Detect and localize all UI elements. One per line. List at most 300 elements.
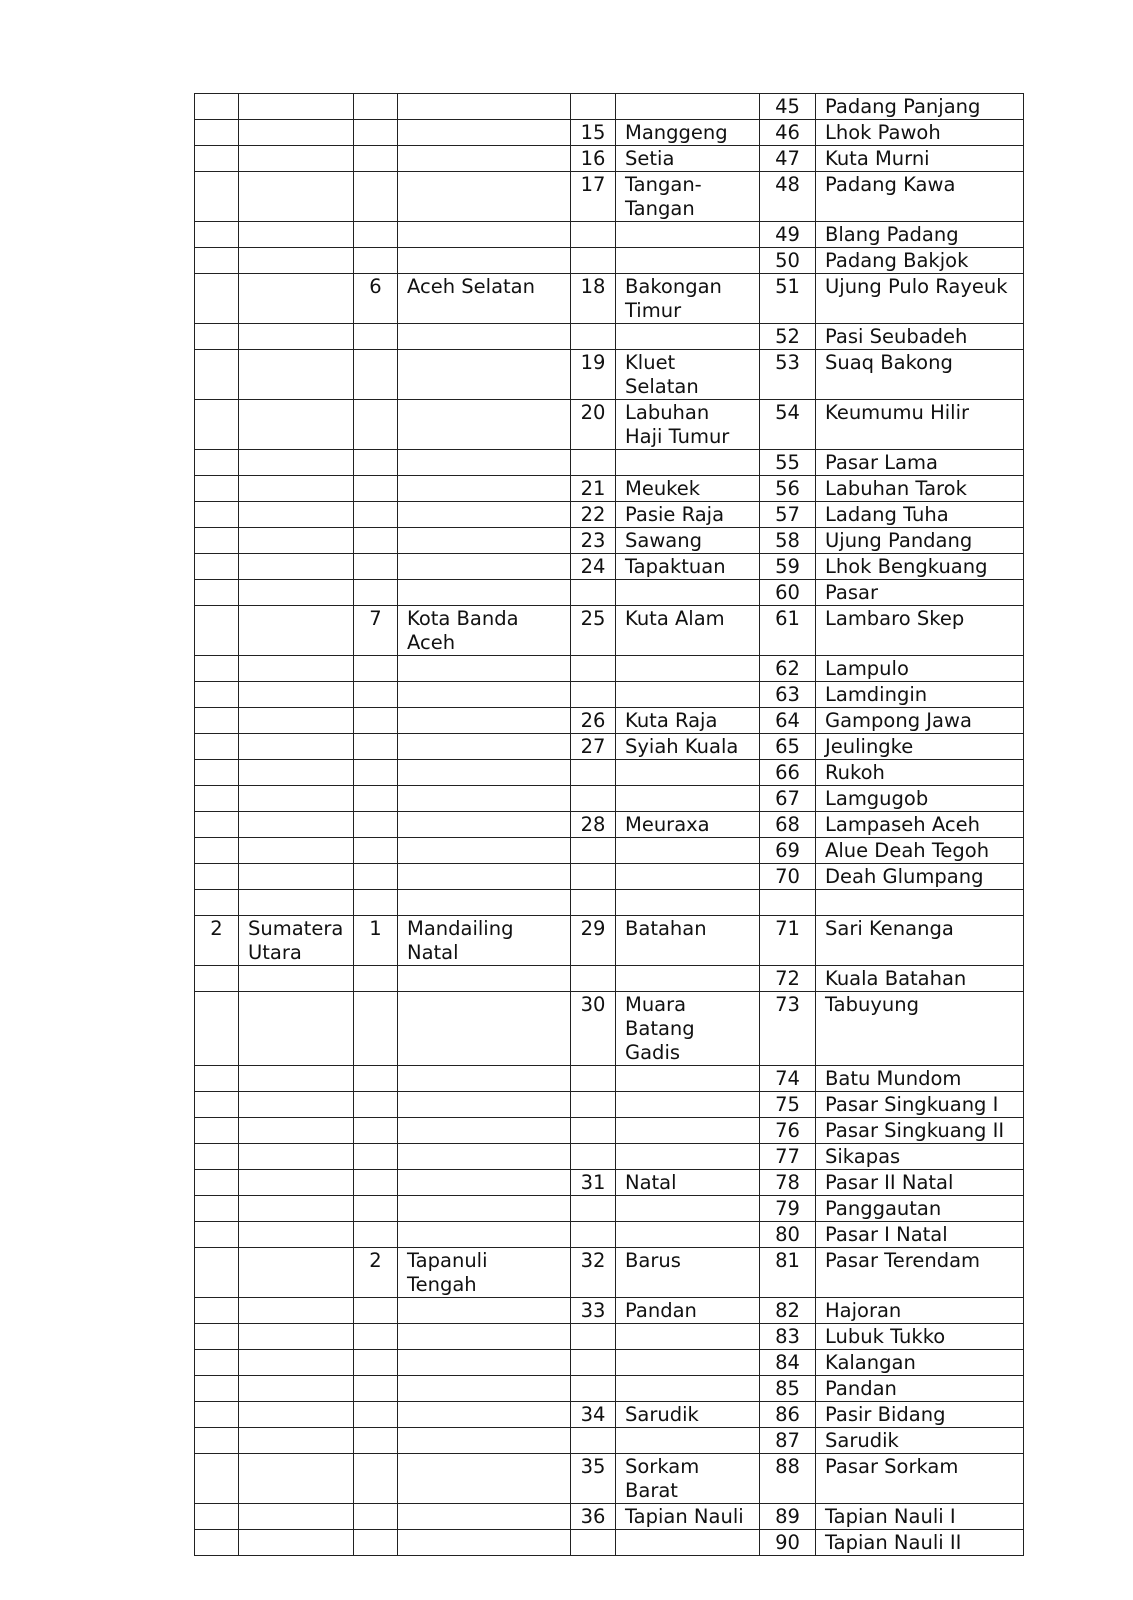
regency-name-cell xyxy=(398,248,571,274)
regency-name-cell xyxy=(398,1170,571,1196)
district-name-cell xyxy=(616,966,760,992)
province-no-cell xyxy=(195,812,239,838)
province-name-cell xyxy=(239,656,354,682)
district-no-cell xyxy=(571,1066,616,1092)
table-row xyxy=(195,172,1024,222)
village-name-cell: Gampong Jawa xyxy=(816,708,1024,734)
village-name-cell: Batu Mundom xyxy=(816,1066,1024,1092)
regency-name-cell xyxy=(398,966,571,992)
regency-name-cell xyxy=(398,1376,571,1402)
table-row xyxy=(195,222,1024,248)
district-no-cell xyxy=(571,864,616,890)
province-no-cell xyxy=(195,606,239,656)
district-no-cell xyxy=(571,450,616,476)
district-no-cell: 35 xyxy=(571,1454,616,1504)
village-no-cell: 85 xyxy=(760,1376,816,1402)
village-no-cell: 45 xyxy=(760,94,816,120)
regency-name-cell xyxy=(398,1066,571,1092)
regency-name-cell xyxy=(398,1092,571,1118)
table-row xyxy=(195,1376,1024,1402)
province-no-cell xyxy=(195,966,239,992)
table-row xyxy=(195,476,1024,502)
regency-name-cell xyxy=(398,450,571,476)
district-name-cell: Batahan xyxy=(616,916,760,966)
district-name-cell: Bakongan Timur xyxy=(616,274,760,324)
district-name-cell xyxy=(616,1428,760,1454)
village-name-cell: Deah Glumpang xyxy=(816,864,1024,890)
province-name-cell xyxy=(239,734,354,760)
regency-no-cell xyxy=(354,760,398,786)
regency-no-cell: 7 xyxy=(354,606,398,656)
district-no-cell: 22 xyxy=(571,502,616,528)
village-no-cell: 64 xyxy=(760,708,816,734)
province-no-cell xyxy=(195,1298,239,1324)
regency-no-cell xyxy=(354,1144,398,1170)
village-no-cell: 61 xyxy=(760,606,816,656)
village-no-cell: 63 xyxy=(760,682,816,708)
district-no-cell xyxy=(571,656,616,682)
province-no-cell xyxy=(195,324,239,350)
village-no-cell: 62 xyxy=(760,656,816,682)
province-name-cell xyxy=(239,450,354,476)
province-no-cell xyxy=(195,1144,239,1170)
table-row xyxy=(195,94,1024,120)
village-no-cell: 70 xyxy=(760,864,816,890)
province-no-cell xyxy=(195,682,239,708)
regency-name-cell xyxy=(398,476,571,502)
regency-no-cell xyxy=(354,786,398,812)
district-no-cell: 27 xyxy=(571,734,616,760)
table-row xyxy=(195,350,1024,400)
district-name-cell xyxy=(616,890,760,916)
district-no-cell: 21 xyxy=(571,476,616,502)
province-name-cell xyxy=(239,580,354,606)
district-name-cell: Pandan xyxy=(616,1298,760,1324)
district-name-cell: Tapaktuan xyxy=(616,554,760,580)
regency-name-cell xyxy=(398,400,571,450)
regency-name-cell: Aceh Selatan xyxy=(398,274,571,324)
district-no-cell: 29 xyxy=(571,916,616,966)
regency-no-cell xyxy=(354,734,398,760)
province-no-cell xyxy=(195,1504,239,1530)
district-no-cell: 18 xyxy=(571,274,616,324)
province-no-cell xyxy=(195,1428,239,1454)
village-name-cell: Panggautan xyxy=(816,1196,1024,1222)
village-name-cell: Hajoran xyxy=(816,1298,1024,1324)
province-name-cell xyxy=(239,1066,354,1092)
province-name-cell xyxy=(239,760,354,786)
district-name-cell: Manggeng xyxy=(616,120,760,146)
village-no-cell: 60 xyxy=(760,580,816,606)
province-no-cell xyxy=(195,734,239,760)
province-name-cell xyxy=(239,812,354,838)
village-name-cell: Blang Padang xyxy=(816,222,1024,248)
village-name-cell: Pasar Sorkam xyxy=(816,1454,1024,1504)
table-row xyxy=(195,606,1024,656)
village-name-cell: Padang Bakjok xyxy=(816,248,1024,274)
district-no-cell: 32 xyxy=(571,1248,616,1298)
regency-name-cell xyxy=(398,1402,571,1428)
village-no-cell: 72 xyxy=(760,966,816,992)
regency-name-cell xyxy=(398,890,571,916)
regency-name-cell xyxy=(398,1118,571,1144)
village-name-cell: Pasar xyxy=(816,580,1024,606)
district-no-cell xyxy=(571,1118,616,1144)
province-name-cell xyxy=(239,528,354,554)
district-no-cell: 33 xyxy=(571,1298,616,1324)
village-no-cell: 46 xyxy=(760,120,816,146)
district-no-cell xyxy=(571,1376,616,1402)
village-no-cell: 83 xyxy=(760,1324,816,1350)
village-no-cell: 50 xyxy=(760,248,816,274)
province-name-cell xyxy=(239,838,354,864)
table-row xyxy=(195,1350,1024,1376)
regency-name-cell xyxy=(398,1144,571,1170)
province-no-cell xyxy=(195,890,239,916)
regency-name-cell xyxy=(398,1298,571,1324)
table-row xyxy=(195,1530,1024,1556)
district-no-cell xyxy=(571,324,616,350)
village-no-cell: 87 xyxy=(760,1428,816,1454)
province-name-cell xyxy=(239,992,354,1066)
district-no-cell xyxy=(571,760,616,786)
village-name-cell: Kalangan xyxy=(816,1350,1024,1376)
province-no-cell xyxy=(195,400,239,450)
district-name-cell xyxy=(616,248,760,274)
table-row xyxy=(195,502,1024,528)
district-name-cell xyxy=(616,786,760,812)
district-name-cell xyxy=(616,1376,760,1402)
province-name-cell xyxy=(239,966,354,992)
province-no-cell xyxy=(195,1092,239,1118)
district-name-cell xyxy=(616,94,760,120)
village-no-cell: 88 xyxy=(760,1454,816,1504)
district-name-cell xyxy=(616,1144,760,1170)
village-name-cell: Pasar II Natal xyxy=(816,1170,1024,1196)
regency-no-cell xyxy=(354,400,398,450)
village-name-cell: Rukoh xyxy=(816,760,1024,786)
regency-no-cell: 2 xyxy=(354,1248,398,1298)
village-no-cell xyxy=(760,890,816,916)
regency-no-cell xyxy=(354,1324,398,1350)
village-no-cell: 78 xyxy=(760,1170,816,1196)
village-name-cell: Lambaro Skep xyxy=(816,606,1024,656)
province-no-cell xyxy=(195,350,239,400)
province-no-cell xyxy=(195,786,239,812)
village-name-cell: Sarudik xyxy=(816,1428,1024,1454)
province-no-cell xyxy=(195,94,239,120)
province-no-cell xyxy=(195,1248,239,1298)
province-no-cell xyxy=(195,146,239,172)
district-name-cell: Natal xyxy=(616,1170,760,1196)
regency-no-cell xyxy=(354,1092,398,1118)
province-no-cell xyxy=(195,1454,239,1504)
table-row xyxy=(195,1248,1024,1298)
village-name-cell: Sari Kenanga xyxy=(816,916,1024,966)
district-name-cell: Labuhan Haji Tumur xyxy=(616,400,760,450)
province-name-cell xyxy=(239,1118,354,1144)
district-no-cell xyxy=(571,1196,616,1222)
regency-no-cell xyxy=(354,1376,398,1402)
district-no-cell xyxy=(571,94,616,120)
district-name-cell xyxy=(616,760,760,786)
district-name-cell: Sorkam Barat xyxy=(616,1454,760,1504)
district-no-cell: 34 xyxy=(571,1402,616,1428)
regency-no-cell xyxy=(354,864,398,890)
district-name-cell xyxy=(616,656,760,682)
district-no-cell xyxy=(571,248,616,274)
province-no-cell: 2 xyxy=(195,916,239,966)
province-name-cell xyxy=(239,1428,354,1454)
village-name-cell: Tapian Nauli I xyxy=(816,1504,1024,1530)
table-row xyxy=(195,248,1024,274)
district-no-cell xyxy=(571,1428,616,1454)
regency-no-cell xyxy=(354,812,398,838)
regency-no-cell xyxy=(354,1402,398,1428)
regency-name-cell xyxy=(398,580,571,606)
regency-name-cell xyxy=(398,120,571,146)
village-name-cell: Lhok Pawoh xyxy=(816,120,1024,146)
village-name-cell: Keumumu Hilir xyxy=(816,400,1024,450)
district-no-cell xyxy=(571,890,616,916)
district-no-cell: 20 xyxy=(571,400,616,450)
province-name-cell xyxy=(239,786,354,812)
table-row xyxy=(195,1402,1024,1428)
province-no-cell xyxy=(195,476,239,502)
province-name-cell xyxy=(239,146,354,172)
province-name-cell: Sumatera Utara xyxy=(239,916,354,966)
district-name-cell xyxy=(616,864,760,890)
province-no-cell xyxy=(195,274,239,324)
village-name-cell: Lamdingin xyxy=(816,682,1024,708)
village-no-cell: 65 xyxy=(760,734,816,760)
district-name-cell: Tapian Nauli xyxy=(616,1504,760,1530)
regency-no-cell xyxy=(354,350,398,400)
regency-name-cell xyxy=(398,146,571,172)
district-name-cell xyxy=(616,838,760,864)
district-no-cell xyxy=(571,1222,616,1248)
province-name-cell xyxy=(239,1402,354,1428)
province-name-cell xyxy=(239,1248,354,1298)
province-no-cell xyxy=(195,1196,239,1222)
regency-no-cell xyxy=(354,248,398,274)
village-no-cell: 53 xyxy=(760,350,816,400)
regency-name-cell xyxy=(398,94,571,120)
province-name-cell xyxy=(239,1324,354,1350)
village-name-cell: Lampaseh Aceh xyxy=(816,812,1024,838)
province-no-cell xyxy=(195,502,239,528)
village-no-cell: 56 xyxy=(760,476,816,502)
village-name-cell xyxy=(816,890,1024,916)
regency-no-cell xyxy=(354,1350,398,1376)
district-no-cell xyxy=(571,222,616,248)
village-no-cell: 76 xyxy=(760,1118,816,1144)
regency-name-cell xyxy=(398,1196,571,1222)
village-no-cell: 55 xyxy=(760,450,816,476)
village-name-cell: Labuhan Tarok xyxy=(816,476,1024,502)
regency-no-cell xyxy=(354,1066,398,1092)
province-no-cell xyxy=(195,554,239,580)
province-no-cell xyxy=(195,172,239,222)
province-no-cell xyxy=(195,1118,239,1144)
village-name-cell: Pasar Singkuang I xyxy=(816,1092,1024,1118)
regency-name-cell xyxy=(398,682,571,708)
village-no-cell: 47 xyxy=(760,146,816,172)
province-no-cell xyxy=(195,708,239,734)
province-name-cell xyxy=(239,1350,354,1376)
table-row xyxy=(195,1170,1024,1196)
district-no-cell xyxy=(571,580,616,606)
district-no-cell: 28 xyxy=(571,812,616,838)
table-row xyxy=(195,682,1024,708)
village-name-cell: Alue Deah Tegoh xyxy=(816,838,1024,864)
district-name-cell xyxy=(616,1092,760,1118)
regency-name-cell xyxy=(398,222,571,248)
regency-no-cell xyxy=(354,992,398,1066)
table-row xyxy=(195,120,1024,146)
table-row xyxy=(195,274,1024,324)
province-no-cell xyxy=(195,760,239,786)
province-name-cell xyxy=(239,1454,354,1504)
district-name-cell: Sarudik xyxy=(616,1402,760,1428)
province-no-cell xyxy=(195,1066,239,1092)
village-name-cell: Jeulingke xyxy=(816,734,1024,760)
province-name-cell xyxy=(239,120,354,146)
village-no-cell: 81 xyxy=(760,1248,816,1298)
province-name-cell xyxy=(239,1298,354,1324)
province-no-cell xyxy=(195,1530,239,1556)
table-row xyxy=(195,1222,1024,1248)
district-no-cell xyxy=(571,1092,616,1118)
province-name-cell xyxy=(239,1504,354,1530)
province-no-cell xyxy=(195,450,239,476)
village-no-cell: 75 xyxy=(760,1092,816,1118)
village-no-cell: 82 xyxy=(760,1298,816,1324)
regency-no-cell: 6 xyxy=(354,274,398,324)
province-name-cell xyxy=(239,554,354,580)
district-no-cell xyxy=(571,682,616,708)
district-name-cell xyxy=(616,580,760,606)
regency-name-cell xyxy=(398,864,571,890)
district-name-cell: Barus xyxy=(616,1248,760,1298)
regency-no-cell xyxy=(354,450,398,476)
village-name-cell: Tapian Nauli II xyxy=(816,1530,1024,1556)
table-row xyxy=(195,760,1024,786)
district-no-cell xyxy=(571,786,616,812)
province-no-cell xyxy=(195,992,239,1066)
village-name-cell: Ladang Tuha xyxy=(816,502,1024,528)
village-no-cell: 89 xyxy=(760,1504,816,1530)
province-name-cell xyxy=(239,682,354,708)
regency-no-cell xyxy=(354,1428,398,1454)
village-name-cell: Pasar Lama xyxy=(816,450,1024,476)
regency-name-cell xyxy=(398,324,571,350)
regency-no-cell xyxy=(354,580,398,606)
province-name-cell xyxy=(239,274,354,324)
table-row xyxy=(195,146,1024,172)
province-name-cell xyxy=(239,222,354,248)
village-name-cell: Pasir Bidang xyxy=(816,1402,1024,1428)
table-row xyxy=(195,786,1024,812)
province-no-cell xyxy=(195,528,239,554)
regency-no-cell xyxy=(354,146,398,172)
district-no-cell xyxy=(571,1350,616,1376)
village-no-cell: 52 xyxy=(760,324,816,350)
district-no-cell: 24 xyxy=(571,554,616,580)
table-row xyxy=(195,450,1024,476)
village-no-cell: 57 xyxy=(760,502,816,528)
table-row xyxy=(195,1454,1024,1504)
province-name-cell xyxy=(239,1222,354,1248)
table-row xyxy=(195,1504,1024,1530)
table-row xyxy=(195,708,1024,734)
regency-no-cell xyxy=(354,966,398,992)
district-name-cell xyxy=(616,1530,760,1556)
table-row xyxy=(195,580,1024,606)
village-no-cell: 69 xyxy=(760,838,816,864)
table-row xyxy=(195,1092,1024,1118)
province-name-cell xyxy=(239,94,354,120)
province-no-cell xyxy=(195,120,239,146)
province-no-cell xyxy=(195,838,239,864)
table-row xyxy=(195,400,1024,450)
village-no-cell: 59 xyxy=(760,554,816,580)
district-name-cell: Kuta Alam xyxy=(616,606,760,656)
regency-no-cell xyxy=(354,708,398,734)
table-row xyxy=(195,1324,1024,1350)
province-name-cell xyxy=(239,708,354,734)
regency-name-cell xyxy=(398,760,571,786)
regency-no-cell xyxy=(354,120,398,146)
village-name-cell: Ujung Pulo Rayeuk xyxy=(816,274,1024,324)
district-no-cell: 19 xyxy=(571,350,616,400)
village-name-cell: Sikapas xyxy=(816,1144,1024,1170)
table-row xyxy=(195,1196,1024,1222)
village-name-cell: Lampulo xyxy=(816,656,1024,682)
regency-name-cell xyxy=(398,786,571,812)
village-name-cell: Padang Kawa xyxy=(816,172,1024,222)
district-no-cell: 15 xyxy=(571,120,616,146)
regency-name-cell xyxy=(398,656,571,682)
regency-no-cell xyxy=(354,1530,398,1556)
village-no-cell: 68 xyxy=(760,812,816,838)
regency-name-cell xyxy=(398,708,571,734)
district-no-cell: 23 xyxy=(571,528,616,554)
regency-no-cell xyxy=(354,94,398,120)
province-name-cell xyxy=(239,502,354,528)
village-name-cell: Padang Panjang xyxy=(816,94,1024,120)
province-no-cell xyxy=(195,1222,239,1248)
regency-name-cell xyxy=(398,502,571,528)
province-name-cell xyxy=(239,476,354,502)
district-name-cell xyxy=(616,324,760,350)
district-name-cell: Kluet Selatan xyxy=(616,350,760,400)
village-name-cell: Lamgugob xyxy=(816,786,1024,812)
village-no-cell: 71 xyxy=(760,916,816,966)
table-body xyxy=(195,94,1024,1556)
district-no-cell xyxy=(571,1144,616,1170)
province-name-cell xyxy=(239,350,354,400)
regency-no-cell xyxy=(354,1298,398,1324)
regency-name-cell xyxy=(398,1324,571,1350)
province-name-cell xyxy=(239,606,354,656)
district-no-cell: 26 xyxy=(571,708,616,734)
regency-no-cell xyxy=(354,682,398,708)
district-name-cell: Pasie Raja xyxy=(616,502,760,528)
province-no-cell xyxy=(195,1324,239,1350)
province-no-cell xyxy=(195,656,239,682)
district-name-cell: Meukek xyxy=(616,476,760,502)
